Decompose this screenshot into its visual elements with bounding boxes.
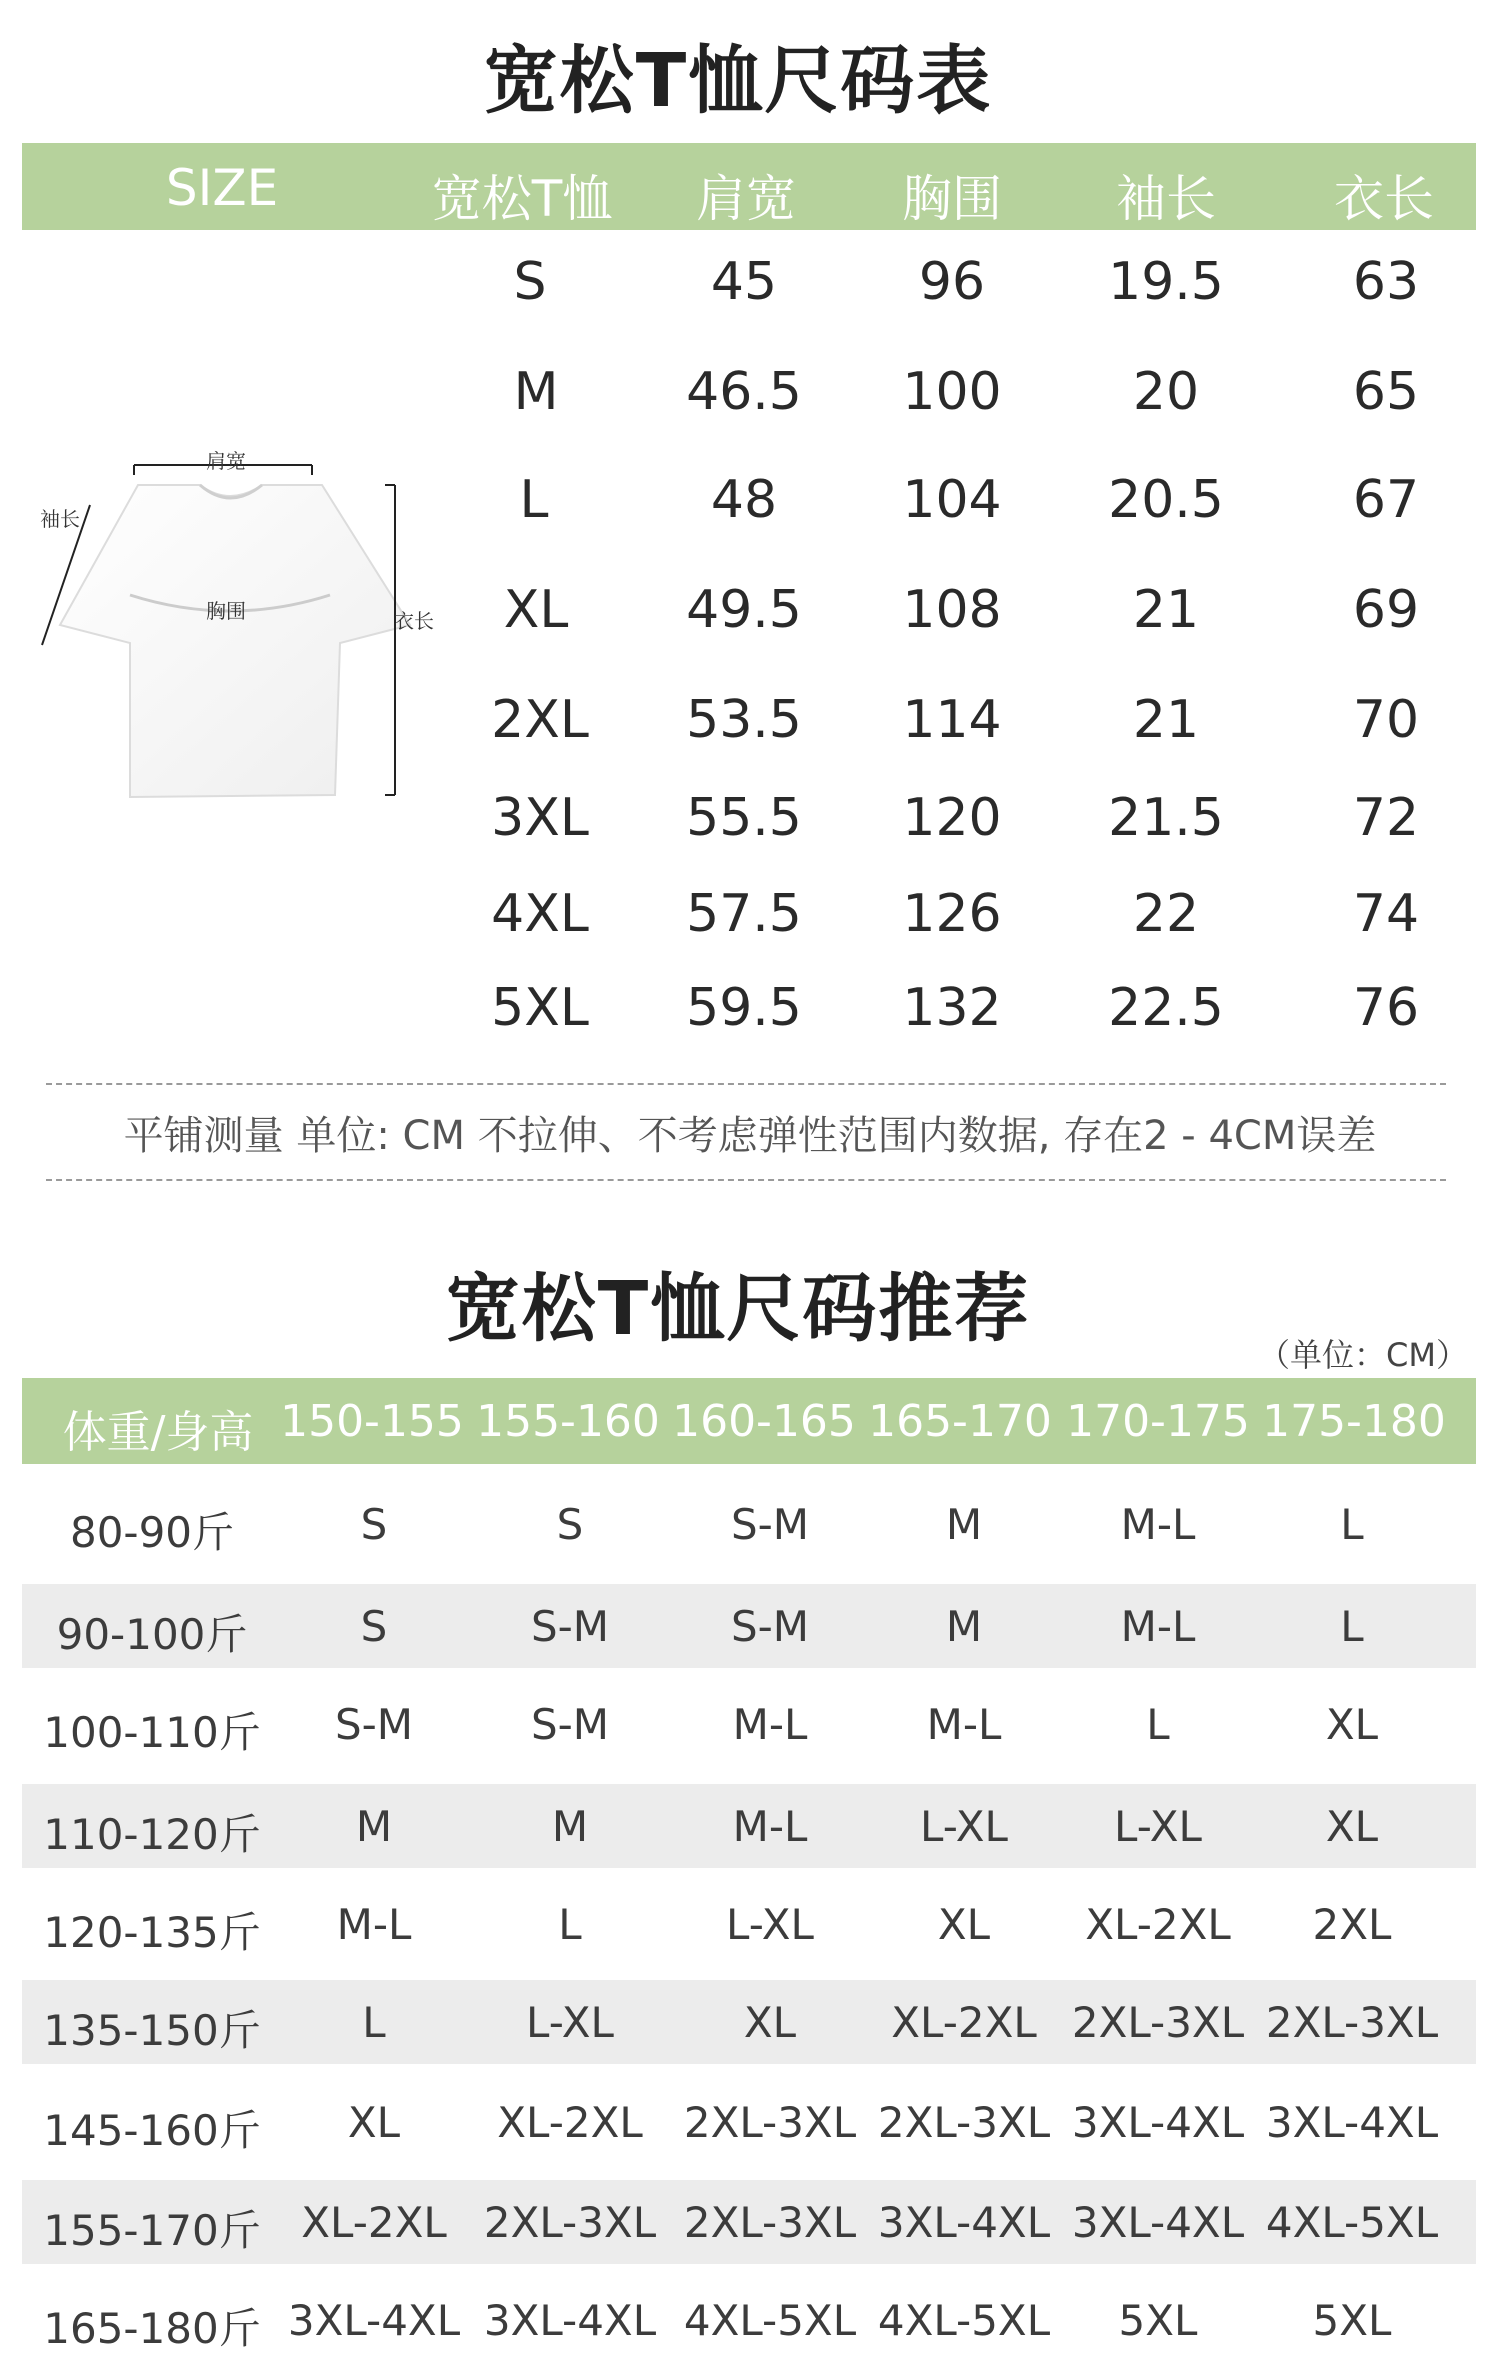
size-cell: S [360,1500,388,1549]
header-height-col: 160-165 [672,1396,856,1447]
size-cell: 5XL [491,978,589,1038]
size-chart-title: 宽松T恤尺码表 [483,38,993,124]
shoulder-cell: 46.5 [686,362,802,422]
table-row [0,580,1500,660]
sleeve-cell: 21.5 [1108,788,1224,848]
size-cell: XL-2XL [1085,1900,1231,1949]
header-shoulder: 肩宽 [696,170,796,228]
size-cell: S-M [530,1602,610,1651]
size-cell: 2XL [1312,1900,1392,1949]
weight-cell: 100-110斤 [43,1708,261,1757]
size-cell: M-L [732,1802,808,1851]
measurement-note: 平铺测量 单位: CM 不拉伸、不考虑弹性范围内数据, 存在2 - 4CM误差 [123,1113,1377,1159]
size-cell: 3XL-4XL [1071,2198,1245,2247]
size-cell: S-M [334,1700,414,1749]
sleeve-cell: 22.5 [1108,978,1224,1038]
length-cell: 72 [1352,788,1420,848]
size-cell: M [355,1802,393,1851]
length-cell: 65 [1352,362,1420,422]
size-cell: 3XL-4XL [483,2296,657,2345]
header-size: SIZE [165,159,279,217]
size-cell: 3XL-4XL [1265,2098,1439,2147]
size-cell: XL [1325,1700,1379,1749]
chest-cell: 100 [902,362,1002,422]
weight-cell: 135-150斤 [43,2006,261,2055]
length-cell: 70 [1352,690,1420,750]
chest-cell: 126 [902,884,1002,944]
size-cell: 3XL-4XL [1071,2098,1245,2147]
chest-label: 胸围 [206,599,246,623]
sleeve-cell: 20.5 [1108,470,1224,530]
size-cell: 3XL [491,788,589,848]
sleeve-cell: 20 [1132,362,1200,422]
size-cell: 3XL-4XL [287,2296,461,2345]
table-row [0,884,1500,964]
size-cell: 2XL-3XL [877,2098,1051,2147]
size-cell: 2XL-3XL [683,2098,857,2147]
table-row [0,252,1500,332]
size-cell: M-L [926,1700,1002,1749]
size-cell: M-L [1120,1500,1196,1549]
shoulder-cell: 55.5 [686,788,802,848]
shoulder-label: 肩宽 [206,449,246,473]
size-cell: L [519,470,549,530]
shoulder-cell: 48 [710,470,778,530]
recommendation-title: 宽松T恤尺码推荐 [445,1266,1031,1352]
weight-cell: 165-180斤 [43,2304,261,2353]
length-cell: 69 [1352,580,1420,640]
size-cell: L [1146,1700,1170,1749]
size-cell: 2XL-3XL [683,2198,857,2247]
size-cell: S [360,1602,388,1651]
chest-cell: 114 [902,690,1002,750]
size-cell: L-XL [726,1900,814,1949]
size-cell: L [558,1900,582,1949]
size-cell: XL-2XL [497,2098,643,2147]
table-row [22,2278,1476,2362]
table-row [0,690,1500,770]
size-cell: M [945,1500,983,1549]
shoulder-cell: 45 [710,252,778,312]
table-row [22,2080,1476,2164]
size-cell: L-XL [1114,1802,1202,1851]
length-cell: 63 [1352,252,1420,312]
size-cell: XL [503,580,569,640]
chest-cell: 104 [902,470,1002,530]
header-chest: 胸围 [902,170,1002,228]
table-row [22,2180,1476,2264]
table-row [22,1584,1476,1668]
sleeve-label: 袖长 [40,507,80,531]
table-row [0,470,1500,550]
table-row [22,1980,1476,2064]
chest-cell: 96 [918,252,986,312]
weight-cell: 110-120斤 [43,1810,261,1859]
weight-cell: 80-90斤 [69,1508,235,1557]
weight-cell: 155-170斤 [43,2206,261,2255]
size-cell: 5XL [1118,2296,1198,2345]
size-cell: XL-2XL [301,2198,447,2247]
size-cell: S-M [730,1602,810,1651]
size-cell: L [1340,1500,1364,1549]
sleeve-cell: 22 [1132,884,1200,944]
chest-cell: 120 [902,788,1002,848]
size-cell: S [513,252,547,312]
header-length: 衣长 [1334,170,1434,228]
size-cell: L [362,1998,386,2047]
shoulder-cell: 59.5 [686,978,802,1038]
size-cell: XL [1325,1802,1379,1851]
size-cell: 3XL-4XL [877,2198,1051,2247]
size-cell: 4XL [491,884,589,944]
size-cell: L-XL [526,1998,614,2047]
sleeve-cell: 19.5 [1108,252,1224,312]
size-cell: M [513,362,559,422]
weight-cell: 90-100斤 [56,1610,248,1659]
table-row [22,1682,1476,1766]
length-label: 衣长 [394,609,434,633]
size-cell: L [1340,1602,1364,1651]
size-cell: 5XL [1312,2296,1392,2345]
shoulder-cell: 49.5 [686,580,802,640]
size-cell: XL [347,2098,401,2147]
size-cell: L-XL [920,1802,1008,1851]
length-cell: 76 [1352,978,1420,1038]
header-style: 宽松T恤 [431,170,613,228]
weight-cell: 120-135斤 [43,1908,261,1957]
table-row [22,1482,1476,1566]
chest-cell: 108 [902,580,1002,640]
size-cell: S-M [730,1500,810,1549]
header-height-col: 175-180 [1262,1396,1446,1447]
header-height-col: 165-170 [868,1396,1052,1447]
shoulder-cell: 53.5 [686,690,802,750]
size-cell: M-L [732,1700,808,1749]
size-cell: M [551,1802,589,1851]
header-height-col: 150-155 [280,1396,464,1447]
size-cell: M-L [336,1900,412,1949]
size-cell: 2XL-3XL [1071,1998,1245,2047]
size-cell: S [556,1500,584,1549]
header-sleeve: 袖长 [1116,170,1216,228]
length-cell: 74 [1352,884,1420,944]
sleeve-cell: 21 [1132,690,1200,750]
divider [46,1083,1446,1085]
size-cell: XL [937,1900,991,1949]
unit-label: （单位：CM） [1258,1336,1468,1374]
recommendation-header [22,1378,1476,1464]
table-row [0,978,1500,1058]
header-weight-height: 体重/身高 [62,1407,254,1458]
size-cell: 4XL-5XL [1265,2198,1439,2247]
size-cell: XL [743,1998,797,2047]
size-cell: 4XL-5XL [683,2296,857,2345]
size-chart-header [22,143,1476,230]
size-cell: XL-2XL [891,1998,1037,2047]
table-row [0,362,1500,442]
size-cell: 4XL-5XL [877,2296,1051,2345]
table-row [22,1882,1476,1966]
divider [46,1179,1446,1181]
size-cell: M-L [1120,1602,1196,1651]
size-cell: M [945,1602,983,1651]
table-row [22,1784,1476,1868]
size-cell: 2XL [491,690,589,750]
sleeve-cell: 21 [1132,580,1200,640]
table-row [0,788,1500,868]
shoulder-cell: 57.5 [686,884,802,944]
size-cell: 2XL-3XL [1265,1998,1439,2047]
header-height-col: 170-175 [1066,1396,1250,1447]
chest-cell: 132 [902,978,1002,1038]
size-cell: S-M [530,1700,610,1749]
weight-cell: 145-160斤 [43,2106,261,2155]
length-cell: 67 [1352,470,1420,530]
size-cell: 2XL-3XL [483,2198,657,2247]
header-height-col: 155-160 [476,1396,660,1447]
